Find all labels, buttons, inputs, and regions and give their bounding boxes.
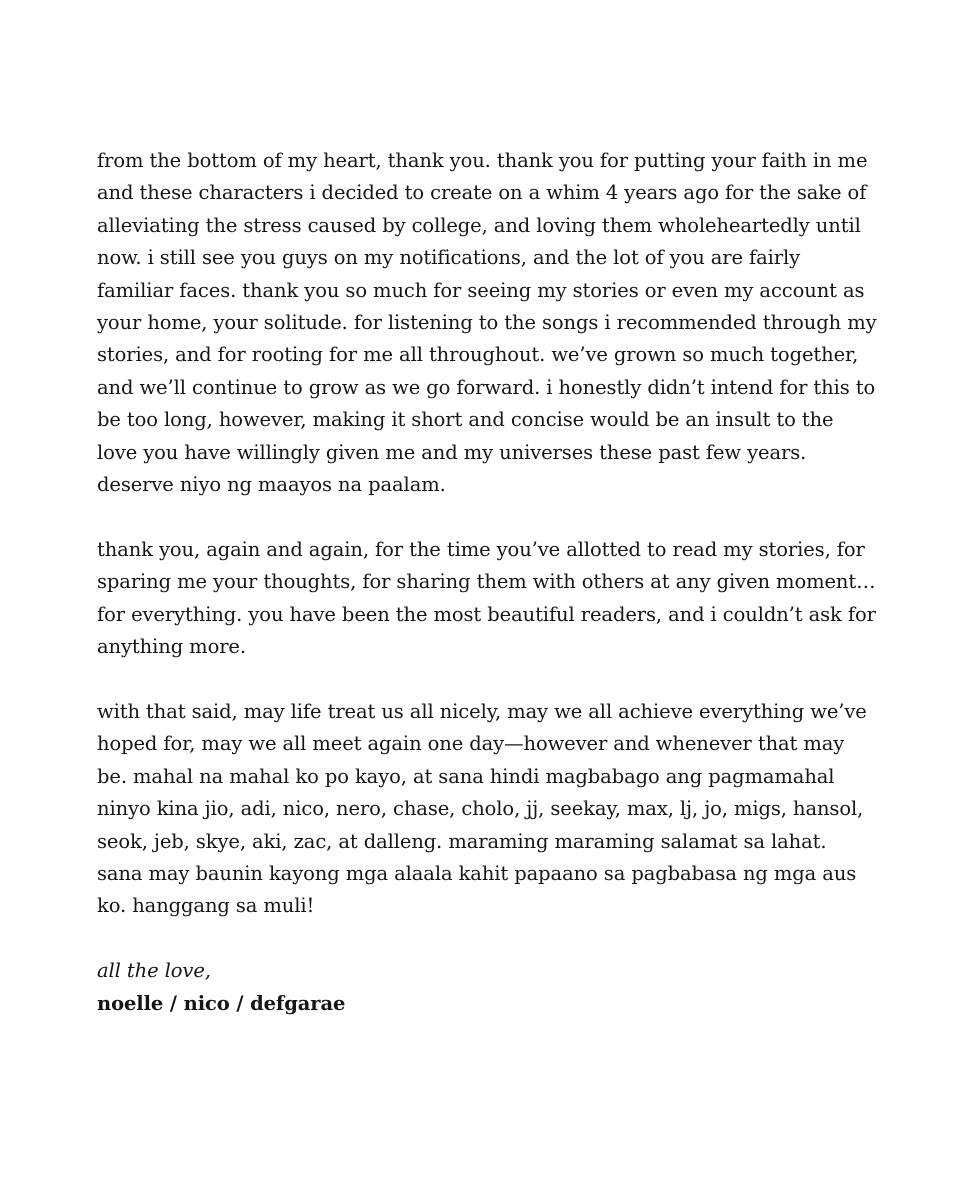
letter-paragraph-thanks: from the bottom of my heart, thank you. thank you for putting your faith in me and these characters i decided to create on a whim 4 years ago for the sake of alleviating the stress caused by college, and loving them wholeheartedly until now. i still see you guys on my notifications, and the lot of you are fairly familiar faces. thank you so much for seeing my stories or even my account as your home, your solitude. for listening to the songs i recommended through my stories, and for rooting for me all throughout. we’ve grown so much together, and we’ll continue to grow as we go forward. i honestly didn’t intend for this to be too long, however, making it short and concise would be an insult to the love you have willingly given me and my universes these past few years. deserve niyo ng maayos na paalam.	[97, 149, 877, 497]
letter-paragraph-farewell: with that said, may life treat us all nicely, may we all achieve everything we’ve hoped for, may we all meet again one day—however and whenever that may be. mahal na mahal ko po kayo, at sana hindi magbabago ang pagmamahal ninyo kina jio, adi, nico, nero, chase, cholo, jj, seekay, max, lj, jo, migs, hansol, seok, jeb, skye, aki, zac, at dalleng. maraming maraming salamat sa lahat. sana may baunin kayong mga alaala kahit papaano sa pagbabasa ng mga aus ko. hanggang sa muli!	[97, 699, 867, 918]
letter-closing: all the love,	[97, 959, 211, 983]
letter-paragraph-gratitude: thank you, again and again, for the time you’ve allotted to read my stories, for sparing me your thoughts, for sharing them with others at any given moment… for everything. you have been the most beautiful readers, and i couldn’t ask for anything more.	[97, 537, 876, 659]
letter-signature: noelle / nico / defgarae	[97, 991, 346, 1015]
letter-body	[97, 145, 877, 1020]
